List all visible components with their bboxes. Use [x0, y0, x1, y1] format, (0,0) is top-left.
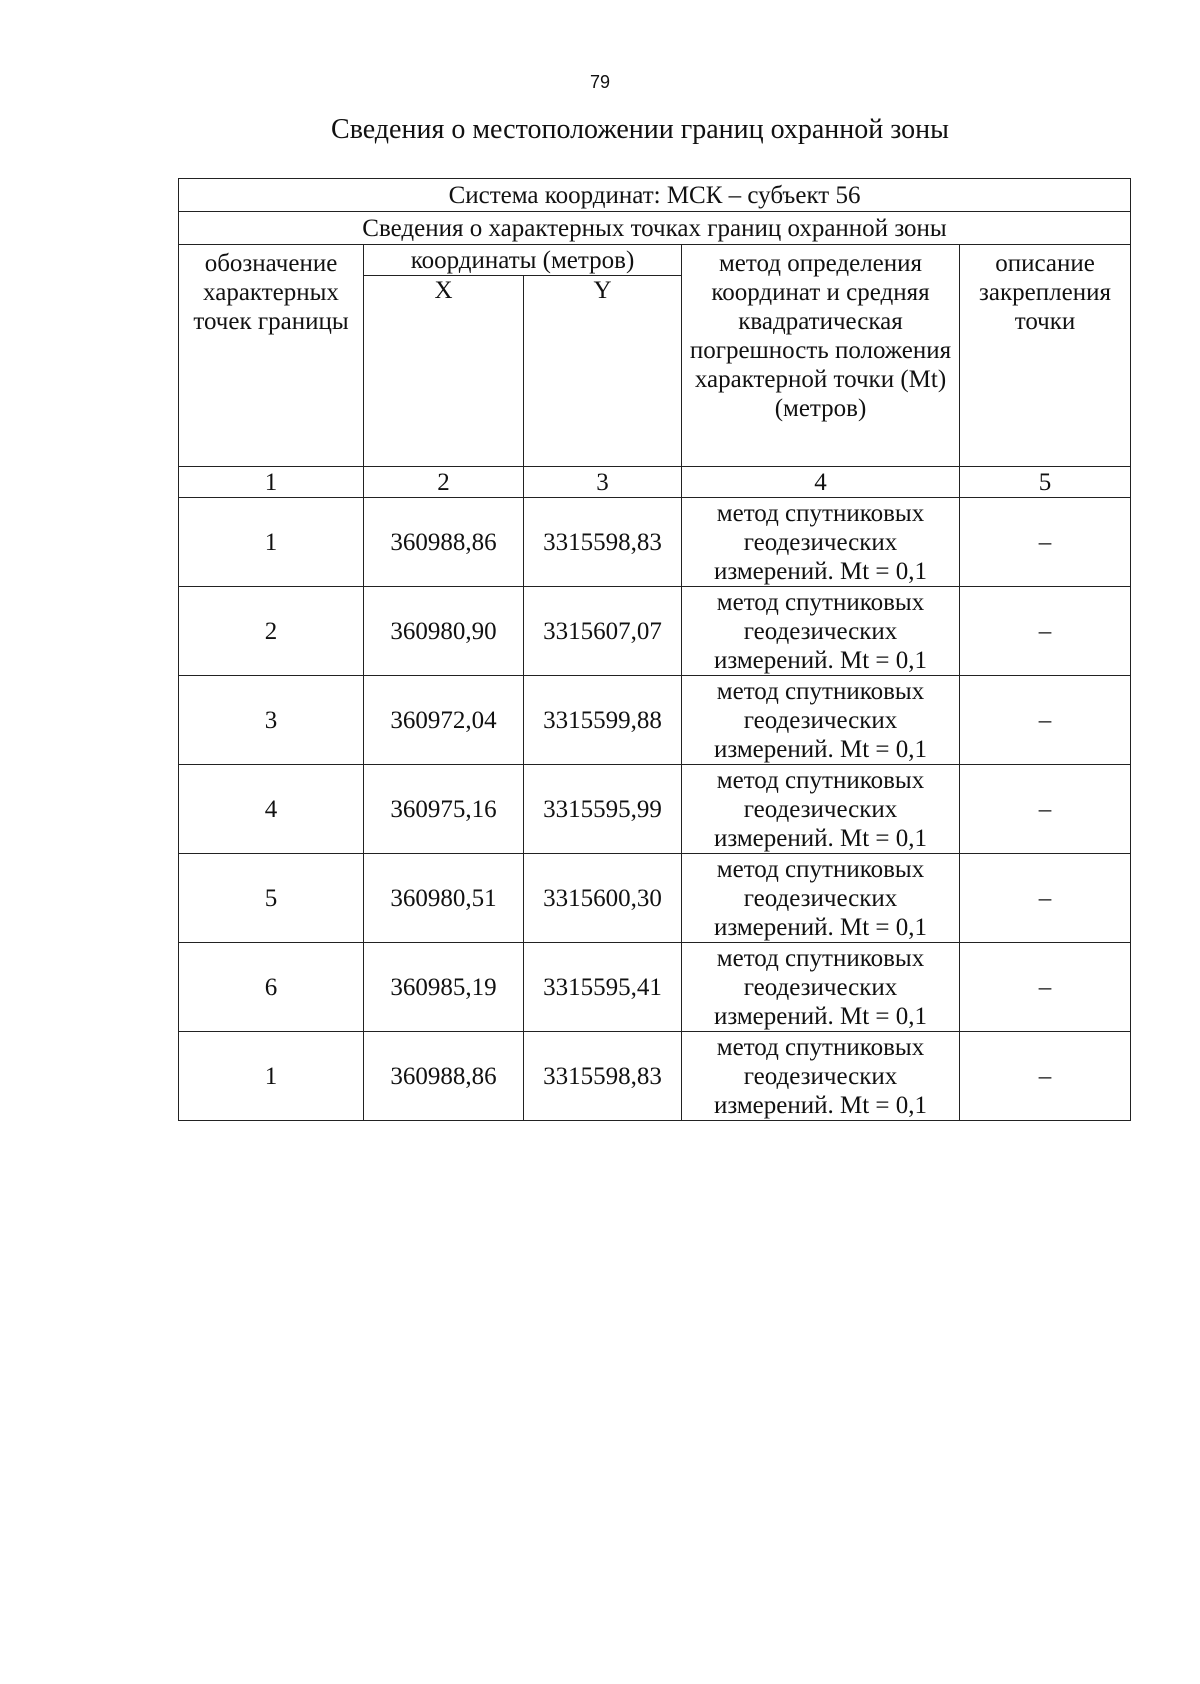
description-cell: –: [960, 765, 1131, 854]
point-cell: 2: [179, 587, 364, 676]
document-title: Сведения о местоположении границ охранной зоны: [331, 114, 949, 145]
header-point-designation: обозначение характерных точек границы: [179, 245, 364, 467]
x-coordinate-cell: 360972,04: [364, 676, 524, 765]
y-coordinate-cell: 3315598,83: [524, 498, 682, 587]
x-coordinate-cell: 360988,86: [364, 498, 524, 587]
table-row: [179, 498, 1131, 587]
table-row: [179, 765, 1131, 854]
header-description: описание закрепления точки: [960, 245, 1131, 467]
header-x: X: [364, 276, 524, 467]
method-cell: метод спутниковых геодезических измерений. Mt = 0,1: [682, 676, 960, 765]
y-coordinate-cell: 3315599,88: [524, 676, 682, 765]
x-coordinate-cell: 360988,86: [364, 1032, 524, 1121]
table-row: [179, 854, 1131, 943]
table-caption-cell: Сведения о характерных точках границ охранной зоны: [179, 212, 1131, 245]
y-coordinate-cell: 3315595,99: [524, 765, 682, 854]
table-row: [179, 676, 1131, 765]
method-cell: метод спутниковых геодезических измерений. Mt = 0,1: [682, 943, 960, 1032]
method-cell: метод спутниковых геодезических измерений. Mt = 0,1: [682, 587, 960, 676]
column-number-cell: 5: [960, 467, 1131, 498]
y-coordinate-cell: 3315595,41: [524, 943, 682, 1032]
column-number-cell: 3: [524, 467, 682, 498]
method-cell: метод спутниковых геодезических измерений. Mt = 0,1: [682, 498, 960, 587]
description-cell: –: [960, 498, 1131, 587]
method-cell: метод спутниковых геодезических измерений. Mt = 0,1: [682, 854, 960, 943]
header-row: [179, 245, 1131, 276]
table-row: [179, 1032, 1131, 1121]
point-cell: 1: [179, 498, 364, 587]
description-cell: –: [960, 943, 1131, 1032]
coordinates-table: [178, 178, 1131, 1121]
header-method: метод определения координат и средняя квадратическая погрешность положения характерной точки (Mt) (метров): [682, 245, 960, 467]
page-number: 79: [589, 72, 611, 92]
table-body: [179, 498, 1131, 1121]
point-cell: 6: [179, 943, 364, 1032]
description-cell: –: [960, 854, 1131, 943]
x-coordinate-cell: 360980,90: [364, 587, 524, 676]
table-row: [179, 587, 1131, 676]
method-cell: метод спутниковых геодезических измерений. Mt = 0,1: [682, 1032, 960, 1121]
header-y: Y: [524, 276, 682, 467]
y-coordinate-cell: 3315598,83: [524, 1032, 682, 1121]
description-cell: –: [960, 676, 1131, 765]
coordinate-system-row: [179, 179, 1131, 212]
point-cell: 5: [179, 854, 364, 943]
point-cell: 4: [179, 765, 364, 854]
x-coordinate-cell: 360975,16: [364, 765, 524, 854]
point-cell: 1: [179, 1032, 364, 1121]
column-number-cell: 4: [682, 467, 960, 498]
header-coordinates: координаты (метров): [364, 245, 682, 276]
column-number-cell: 2: [364, 467, 524, 498]
table-caption-row: [179, 212, 1131, 245]
method-cell: метод спутниковых геодезических измерений. Mt = 0,1: [682, 765, 960, 854]
table-row: [179, 943, 1131, 1032]
y-coordinate-cell: 3315600,30: [524, 854, 682, 943]
description-cell: –: [960, 587, 1131, 676]
description-cell: –: [960, 1032, 1131, 1121]
x-coordinate-cell: 360980,51: [364, 854, 524, 943]
coordinate-system-cell: Система координат: МСК – субъект 56: [179, 179, 1131, 212]
point-cell: 3: [179, 676, 364, 765]
column-number-row: [179, 467, 1131, 498]
x-coordinate-cell: 360985,19: [364, 943, 524, 1032]
column-number-cell: 1: [179, 467, 364, 498]
y-coordinate-cell: 3315607,07: [524, 587, 682, 676]
coordinates-table-container: [178, 178, 1130, 1121]
